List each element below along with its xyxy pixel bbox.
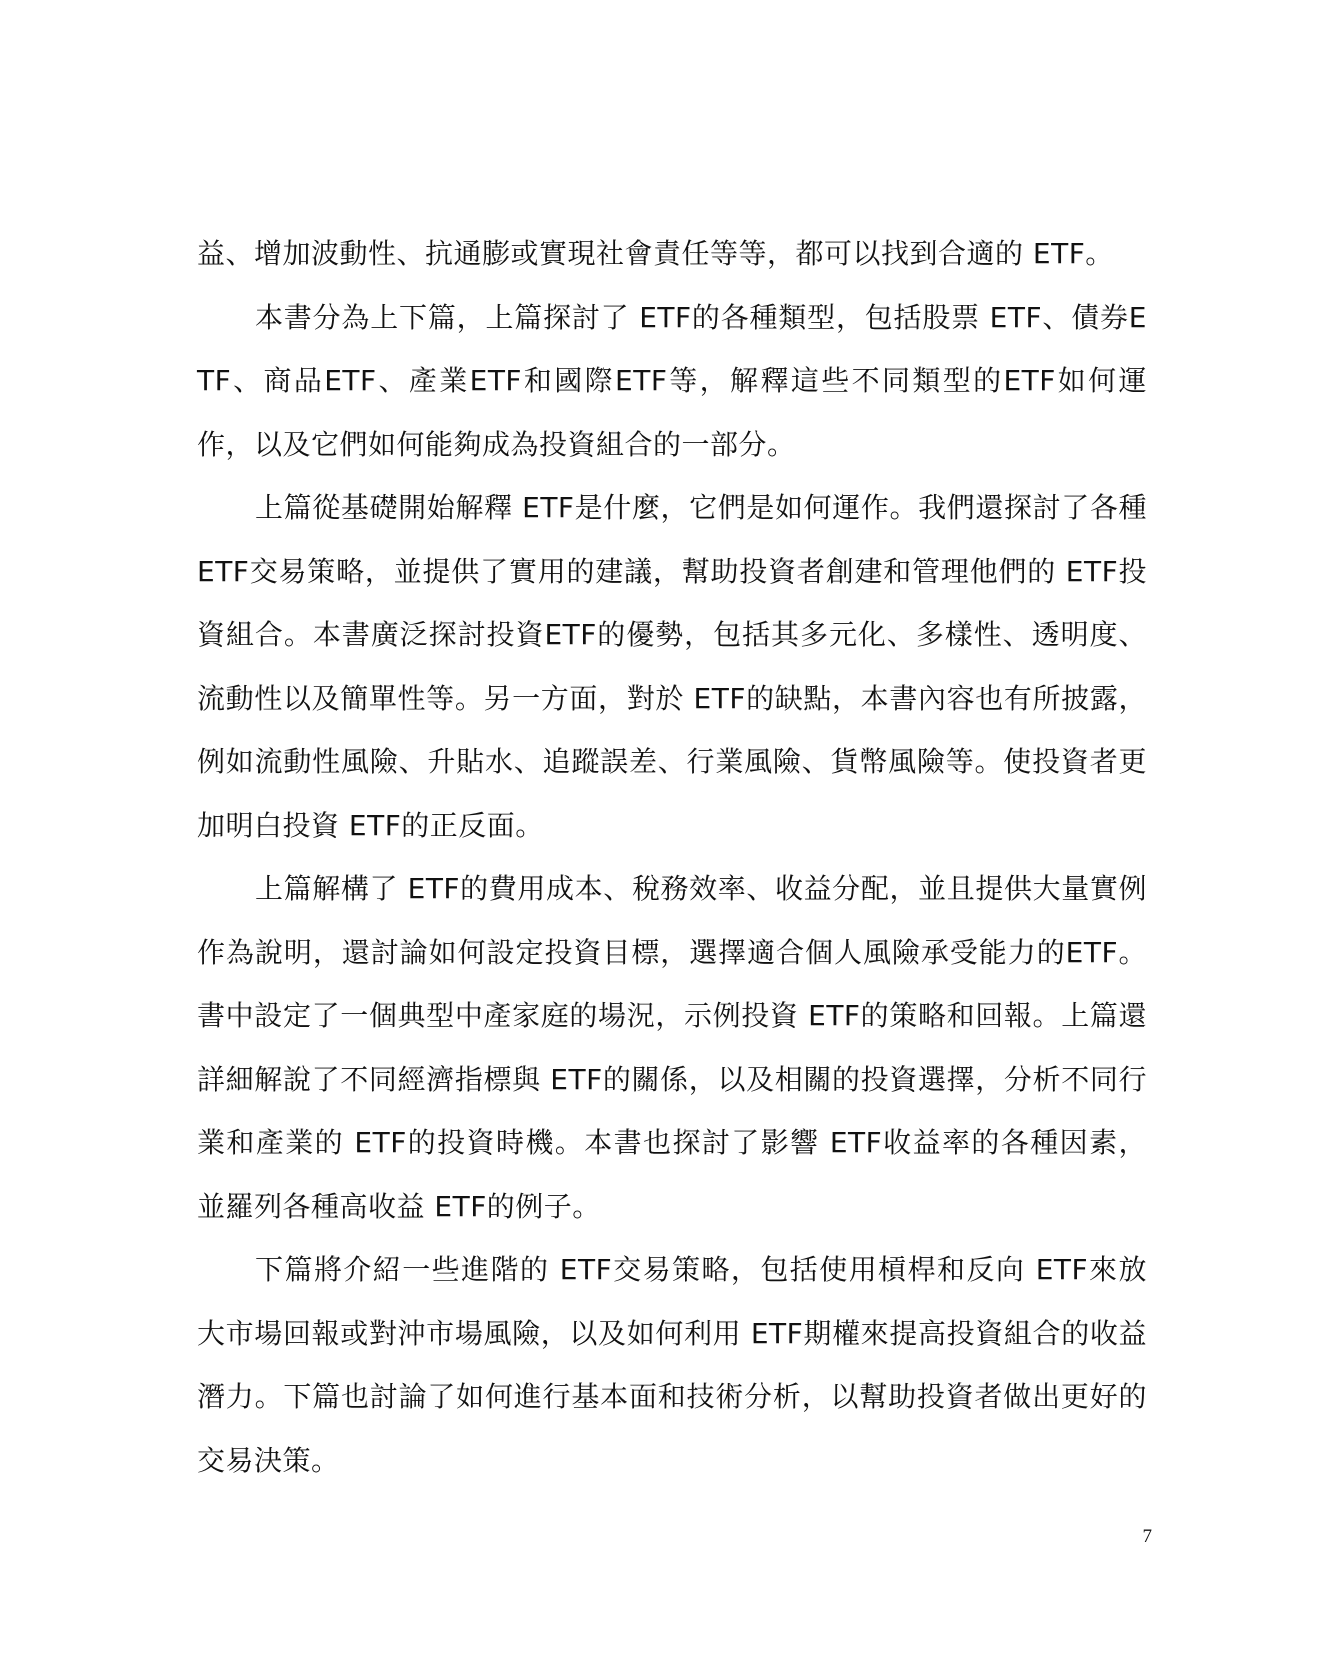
paragraph-etf-types: 本書分為上下篇，上篇探討了 ETF的各種類型，包括股票 ETF、債券ETF、商品ETF、產業ETF和國際ETF等，解釋這些不同類型的ETF如何運作，以及它們如何能夠成為投資組合的一部分。	[197, 300, 1147, 461]
paragraph-etf-basics: 上篇從基礎開始解釋 ETF是什麼，它們是如何運作。我們還探討了各種 ETF交易策略，並提供了實用的建議，幫助投資者創建和管理他們的 ETF投資組合。本書廣泛探討投資ETF的優勢，包括其多元化、多樣性、透明度、流動性以及簡單性等。另一方面，對於 ETF的缺點，本書內容也有所披露，例如流動性風險、升貼水、追蹤誤差、行業風險、貨幣風險等。使投資者更加明白投資 ETF的正反面。	[197, 491, 1147, 842]
paragraph-continuation: 益、增加波動性、抗通膨或實現社會責任等等，都可以找到合適的 ETF。	[197, 237, 1114, 270]
page-number: 7	[1142, 1526, 1152, 1547]
body-text	[197, 222, 1147, 1492]
paragraph-advanced-strategies: 下篇將介紹一些進階的 ETF交易策略，包括使用槓桿和反向 ETF來放大市場回報或對沖市場風險，以及如何利用 ETF期權來提高投資組合的收益潛力。下篇也討論了如何進行基本面和技術分析，以幫助投資者做出更好的交易決策。	[197, 1253, 1147, 1477]
paragraph-etf-costs: 上篇解構了 ETF的費用成本、稅務效率、收益分配，並且提供大量實例作為說明，還討論如何設定投資目標，選擇適合個人風險承受能力的ETF。書中設定了一個典型中產家庭的場況，示例投資 ETF的策略和回報。上篇還詳細解說了不同經濟指標與 ETF的關係，以及相關的投資選擇，分析不同行業和產業的 ETF的投資時機。本書也探討了影響 ETF收益率的各種因素，並羅列各種高收益 ETF的例子。	[197, 872, 1147, 1223]
